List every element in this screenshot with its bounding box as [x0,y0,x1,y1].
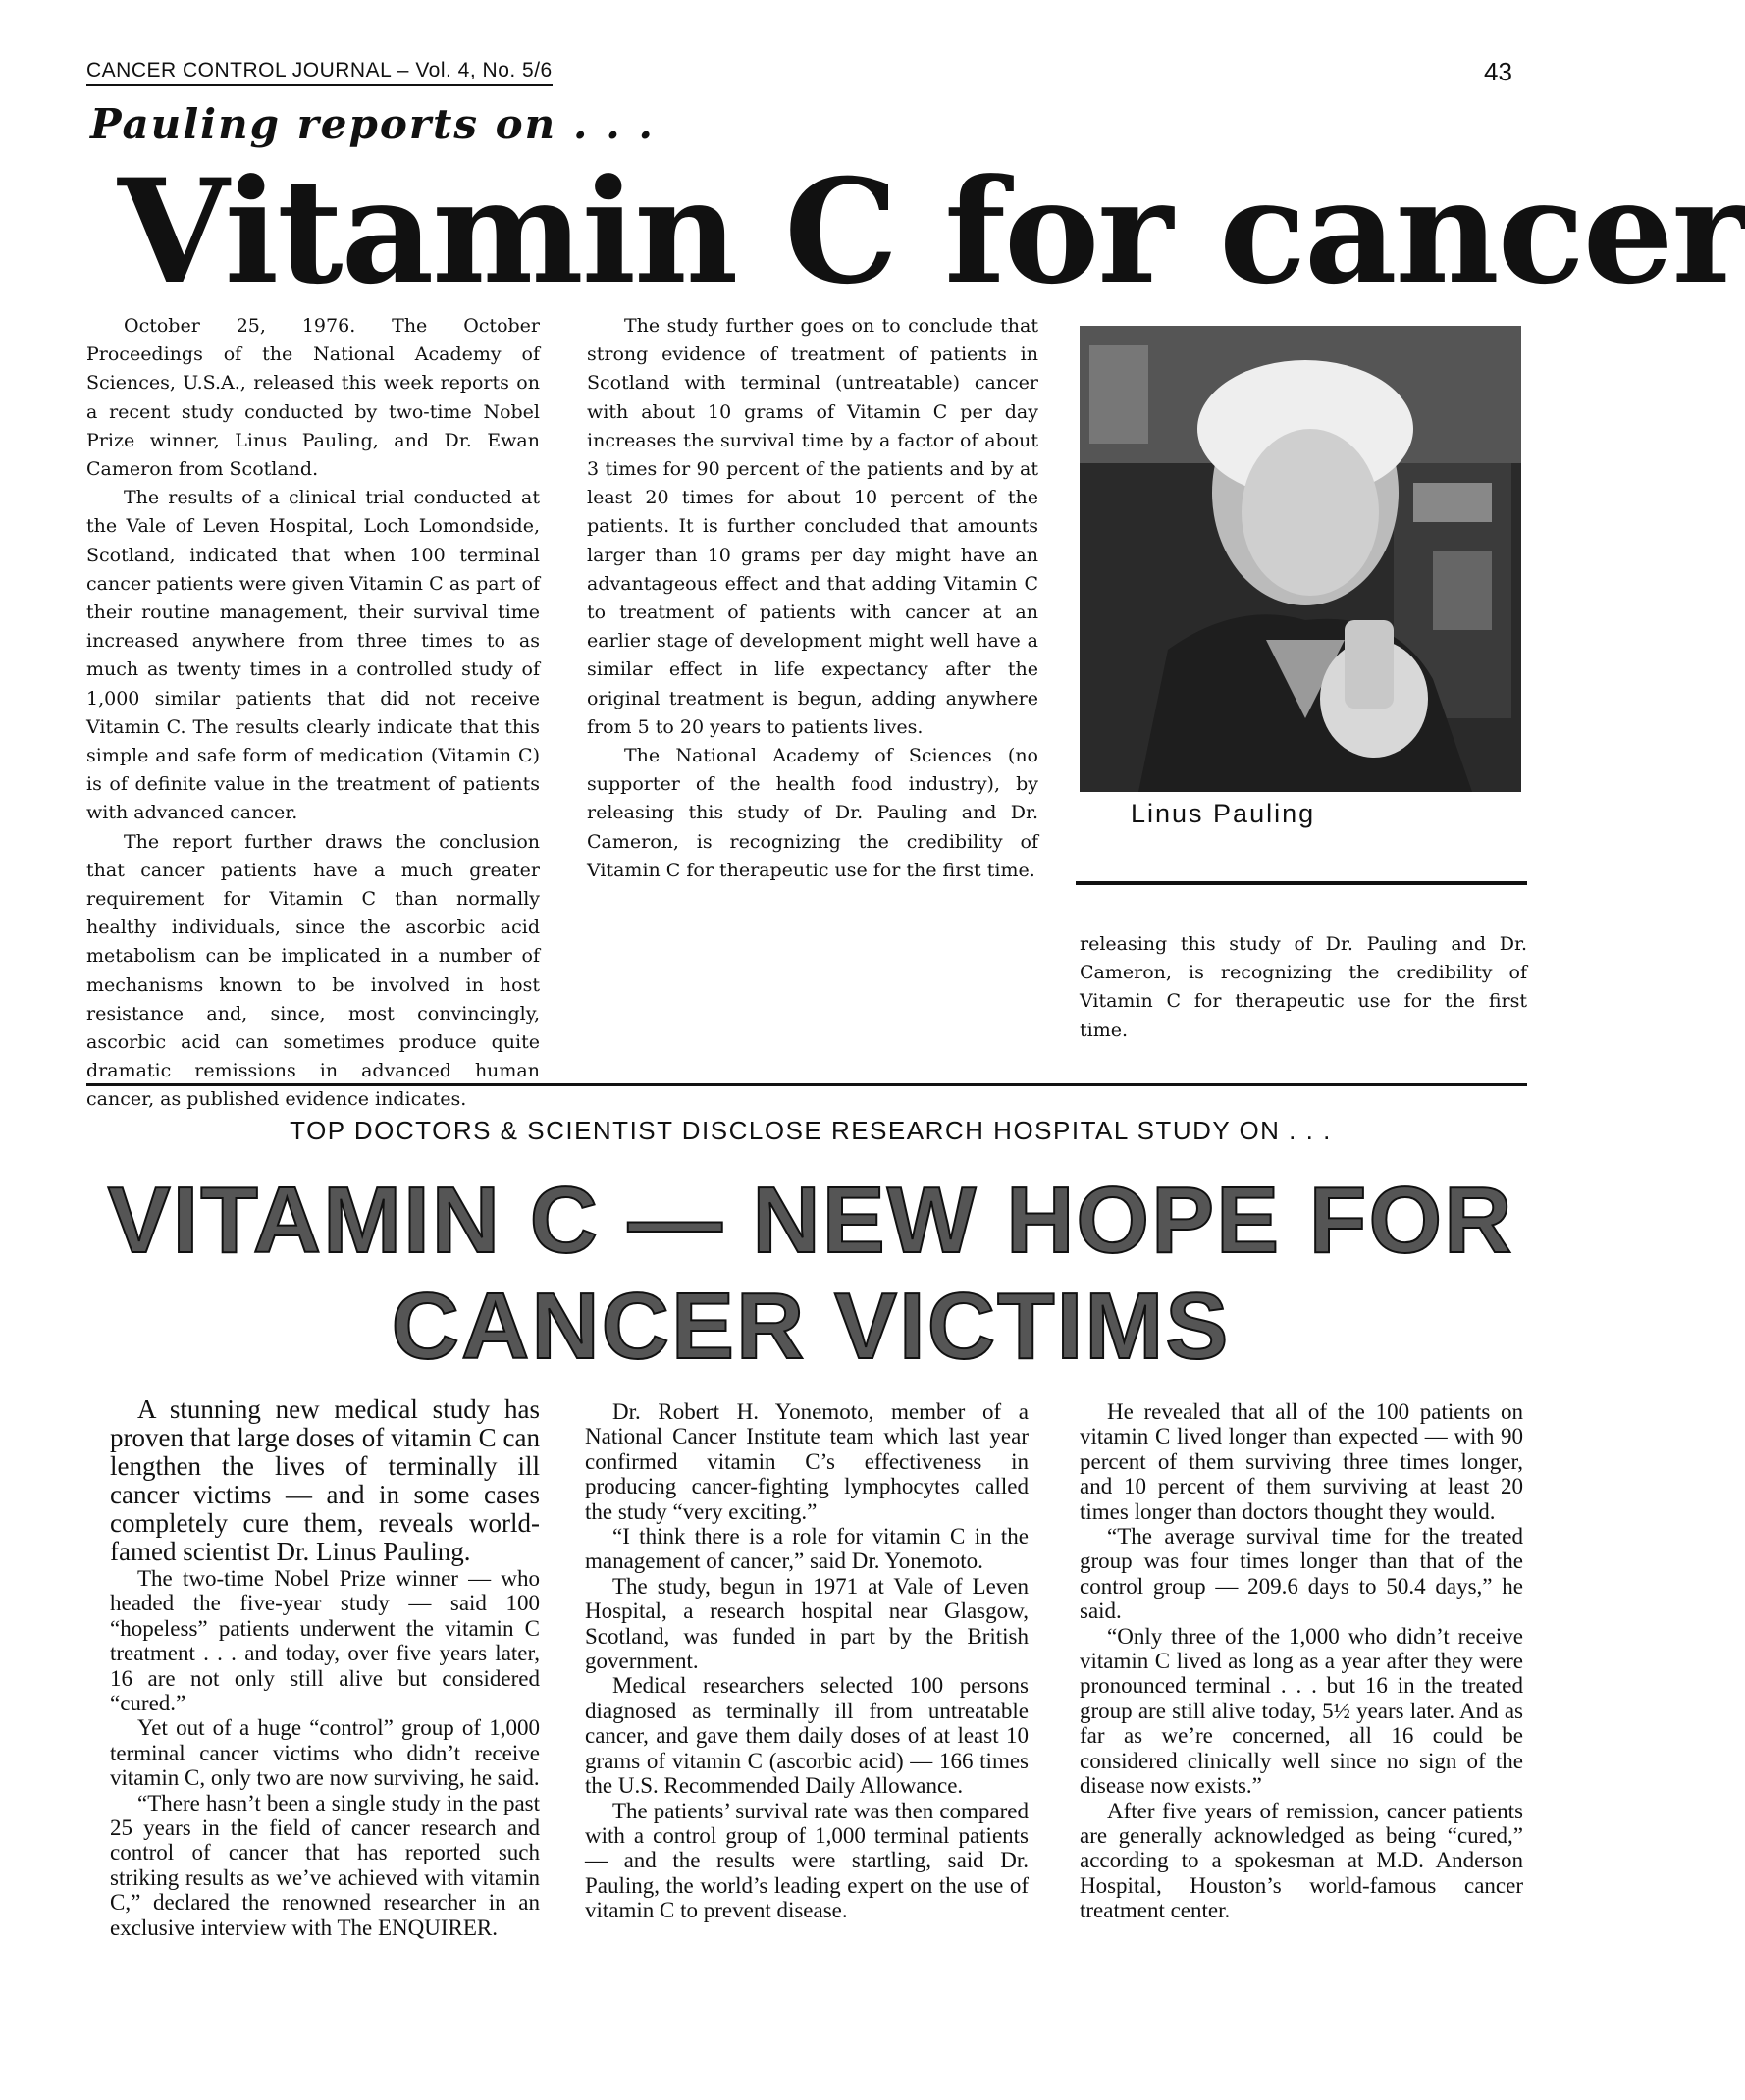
article1-paragraph: The results of a clinical trial conducted at the Vale of Leven Hospital, Loch Lomondside, Scotland, indicated that when 100 terminal cancer patients were given Vitamin C as part of their routine management, their survival time increased anywhere from three times to as much as twenty times in a controlled study of 1,000 similar patients that did not receive Vitamin C. The results clearly indicate that this simple and safe form of medication (Vitamin C) is of definite value in the treatment of patients with advanced cancer. [86,487,540,824]
article2-column-1 [110,1395,540,2053]
article2-paragraph: “The average survival time for the treated group was four times longer than that of the control group — 209.6 days to 50.4 days,” he said. [1080,1524,1523,1624]
article2-headline-line-1: VITAMIN C — NEW HOPE FOR [107,1168,1514,1273]
article1-paragraph-continued: releasing this study of Dr. Pauling and Dr. Cameron, is recognizing the credibility of Vitamin C for therapeutic use for the first time. [1080,933,1527,1041]
article2-headline-line-2: CANCER VICTIMS [391,1274,1231,1379]
article2-column-2 [585,1399,1029,2057]
article2-paragraph: Dr. Robert H. Yonemoto, member of a National Cancer Institute team which last year confirmed vitamin C’s effectiveness in producing cancer-fighting lymphocytes called the study “very exciting.” [585,1399,1029,1524]
article1-paragraph: The study further goes on to conclude that strong evidence of treatment of patients in Scotland with terminal (untreatable) cancer with about 10 grams of Vitamin C per day increases the survival time by a factor of about 3 times for 90 percent of the patients and by at least 20 times for about 10 percent of the patients. It is further concluded that amounts larger than 10 grams per day might have an advantageous effect and that adding Vitamin C to treatment of patients with cancer at an earlier stage of development might well have a similar effect in life expectancy after the original treatment is begun, adding anywhere from 5 to 20 years to patients lives. [587,315,1038,738]
section-divider [86,1083,1527,1086]
article1-paragraph: October 25, 1976. The October Proceedings of the National Academy of Sciences, U.S.A., released this week reports on a recent study conducted by two-time Nobel Prize winner, Linus Pauling, and Dr. Ewan Cameron from Scotland. [86,315,540,481]
journal-title: CANCER CONTROL JOURNAL – Vol. 4, No. 5/6 [86,59,553,86]
article-headline: Vitamin C for cancer [118,148,1745,316]
article2-paragraph: “I think there is a role for vitamin C in the management of cancer,” said Dr. Yonemoto. [585,1524,1029,1574]
article2-paragraph: “Only three of the 1,000 who didn’t receive vitamin C lived as long as a year after they were pronounced terminal . . . but 16 in the treated group are still alive today, 5½ years later. And as far as we’re concerned, all 16 could be considered clinically well since no sign of the disease now exists.” [1080,1623,1523,1799]
article2-paragraph: The patients’ survival rate was then compared with a control group of 1,000 terminal patients — and the results were startling, said Dr. Pauling, the world’s leading expert on the use of vitamin C to prevent disease. [585,1798,1029,1923]
photo-caption: Linus Pauling [1131,799,1316,828]
divider-rule [1076,881,1527,885]
article2-paragraph: The study, begun in 1971 at Vale of Leven Hospital, a research hospital near Glasgow, Scotland, was funded in part by the British government. [585,1573,1029,1674]
article1-column-2 [587,312,1038,1053]
article2-paragraph: Medical researchers selected 100 persons diagnosed as terminally ill from untreatable cancer, and gave them daily doses of at least 10 grams of vitamin C (ascorbic acid) — 166 times the U.S. Recommended Daily Allowance. [585,1673,1029,1799]
article2-paragraph: Yet out of a huge “control” group of 1,000 terminal cancer victims who didn’t receive vitamin C, only two are now surviving, he said. [110,1715,540,1791]
article2-paragraph: A stunning new medical study has proven that large doses of vitamin C can lengthen the lives of terminally ill cancer victims — and in some cases completely cure them, reveals world-famed scientist Dr. Linus Pauling. [110,1394,540,1566]
article-kicker: Pauling reports on . . . [90,100,655,148]
linus-pauling-photo [1080,326,1521,792]
article2-column-3 [1080,1399,1523,2057]
article1-column-3 [1080,930,1527,1068]
article2-paragraph: The two-time Nobel Prize winner — who headed the five-year study — said 100 “hopeless” patients underwent the vitamin C treatment . . . and today, over five years later, 16 are not only still alive but considered “cured.” [110,1566,540,1716]
article1-paragraph: The National Academy of Sciences (no supporter of the health food industry), by releasing this study of Dr. Pauling and Dr. Cameron, is recognizing the credibility of Vitamin C for therapeutic use for the first time. [587,745,1038,881]
article2-headline [0,1168,1621,1380]
article2-paragraph: After five years of remission, cancer patients are generally acknowledged as being “cured,” according to a spokesman at M.D. Anderson Hospital, Houston’s world-famous cancer treatment center. [1080,1798,1523,1923]
article2-paragraph: “There hasn’t been a single study in the past 25 years in the field of cancer research and control of cancer that has reported such striking results as we’ve achieved with vitamin C,” declared the renowned researcher in an exclusive interview with The ENQUIRER. [110,1790,540,1940]
article1-column-1 [86,312,540,1111]
article2-paragraph: He revealed that all of the 100 patients on vitamin C lived longer than expected — with 90 percent of them surviving three times longer, and 10 percent of them surviving at least 20 times longer than doctors thought they would. [1080,1399,1523,1524]
article2-kicker: TOP DOCTORS & SCIENTIST DISCLOSE RESEARCH HOSPITAL STUDY ON . . . [290,1116,1332,1145]
article1-paragraph: The report further draws the conclusion that cancer patients have a much greater requirement for Vitamin C than normally healthy individuals, since the ascorbic acid metabolism can be implicated in a number of mechanisms known to be involved in host resistance and, since, most convincingly, ascorbic acid can sometimes produce quite dramatic remissions in advanced human cancer, as published evidence indicates. [86,830,540,1111]
page-number: 43 [1484,57,1512,86]
